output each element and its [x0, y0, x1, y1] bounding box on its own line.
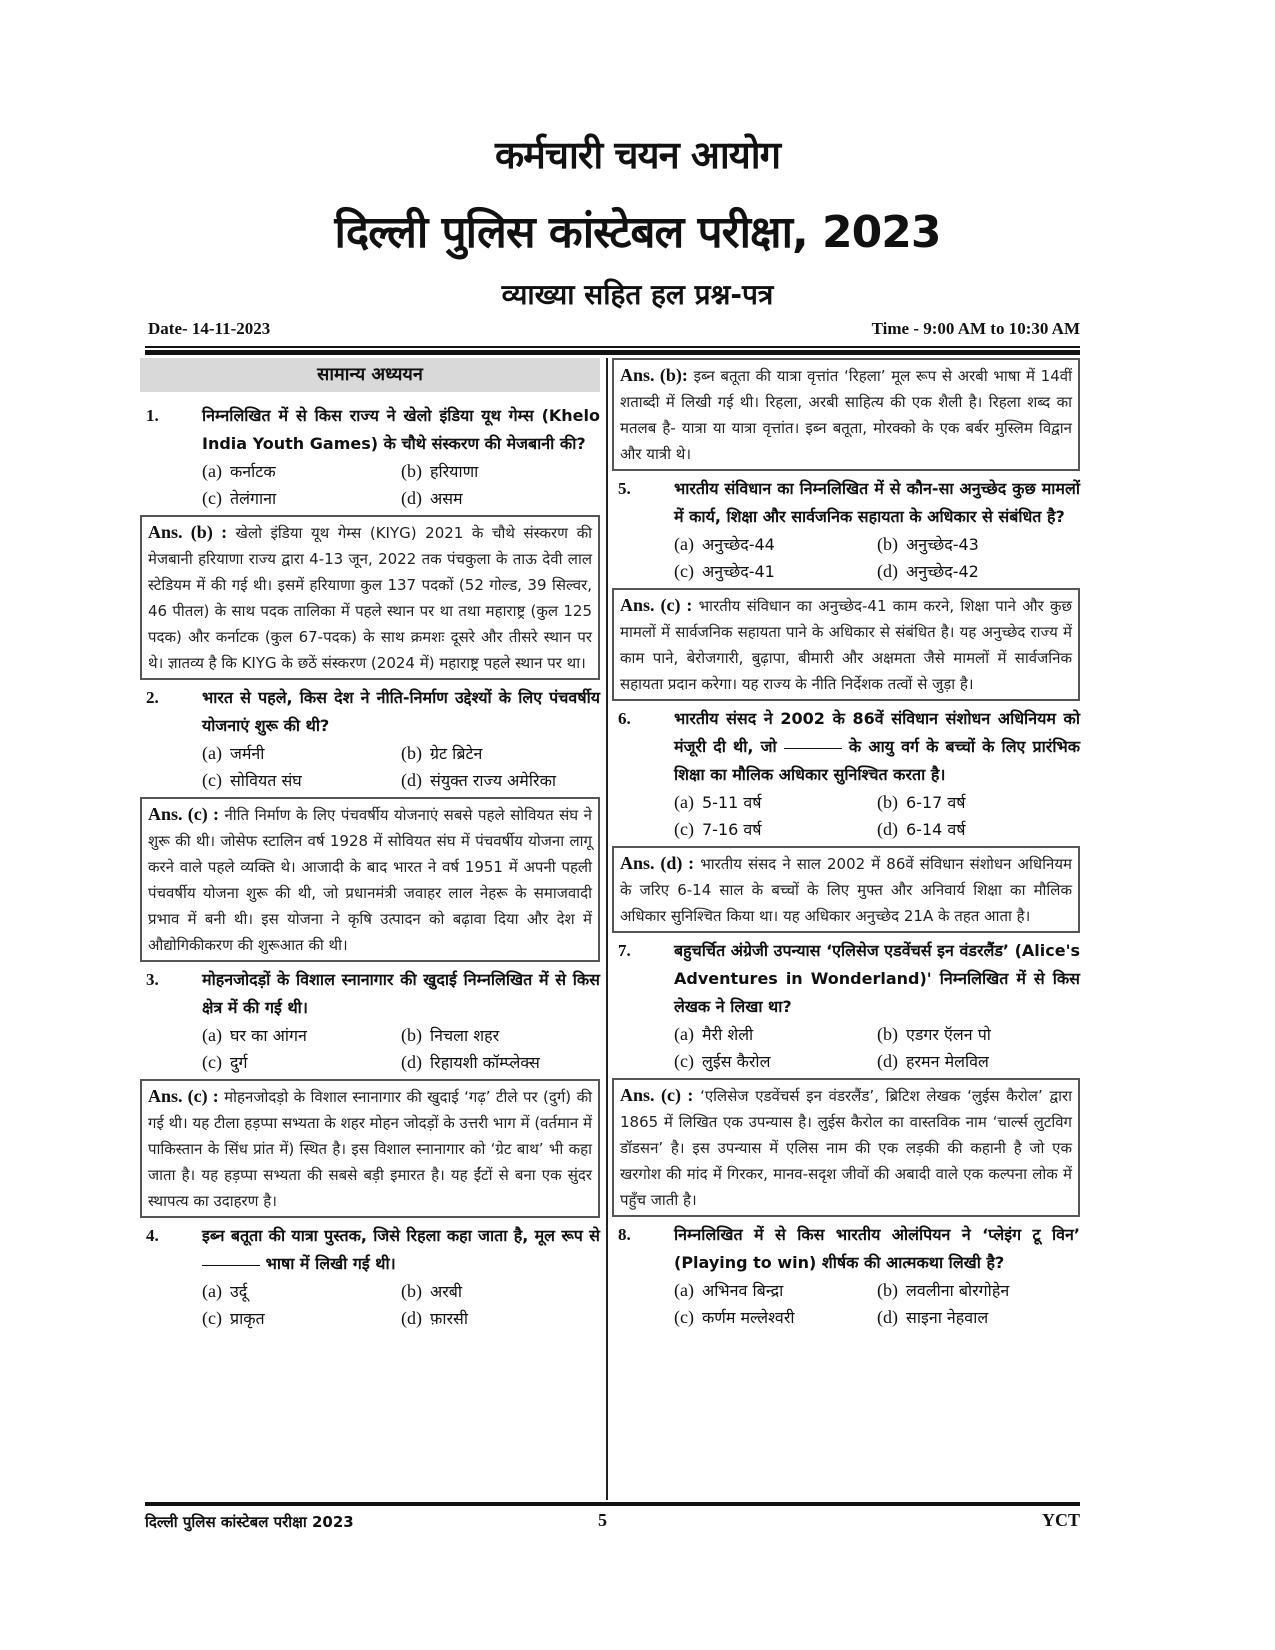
answer-label: Ans. (c) :: [148, 804, 219, 824]
answer-explanation: ‘एलिसेज एडवेंचर्स इन वंडरलैंड’, ब्रिटिश लेखक ‘लुईस कैरोल’ द्वारा 1865 में लिखित एक उपन्यास है। लुईस कैरोल का वास्तविक नाम ‘चार्ल्स लुटविग डॉडसन’ है। इस उपन्यास में एलिस नाम की एक लड़की की कहानी है जो एक खरगोश की मांद में गिरकर, मानव-सदृश जीवों की अबादी वाले एक कल्पना लोक में पहुँच जाती है।: [620, 1087, 1072, 1209]
options-5: [612, 531, 1080, 585]
answer-explanation: भारतीय संसद ने साल 2002 में 86वें संविधान संशोधन अधिनियम के जरिए 6-14 साल के बच्चों के लिए मुफ्त और अनिवार्य शिक्षा का मौलिक अधिकार सुनिश्चित किया था। यह अधिकार अनुच्छेद 21A के तहत आता है।: [620, 855, 1072, 925]
question-7: [612, 937, 1080, 1021]
option-c: (c) दुर्ग: [202, 1052, 248, 1072]
answer-box-3: [140, 1079, 600, 1218]
column-divider: [606, 358, 608, 1500]
question-number: 8.: [618, 1225, 631, 1244]
options-1: [140, 458, 600, 512]
answer-explanation: नीति निर्माण के लिए पंचवर्षीय योजनाएं सबसे पहले सोवियत संघ ने शुरू की थी। जोसेफ स्टालिन वर्ष 1928 में सोवियत संघ में पंचवर्षीय योजना लागू करने वाले पहले व्यक्ति थे। आजादी के बाद भारत ने वर्ष 1951 में अपनी पहली पंचवर्षीय योजना शुरू की थी, जो प्रधानमंत्री जवाहर लाल नेहरू के समाजवादी प्रभाव में बनी थी। इस योजना ने कृषि उत्पादन को बढ़ावा दिया और देश में औद्योगिकीकरण की शुरूआत की थी।: [148, 806, 592, 954]
question-text: भारतीय संविधान का निम्नलिखित में से कौन-सा अनुच्छेद कुछ मामलों में कार्य, शिक्षा और सार्वजनिक सहायता के अधिकार से संबंधित है?: [674, 479, 1080, 526]
question-6: [612, 705, 1080, 789]
answer-box-4: [612, 358, 1080, 471]
answer-label: Ans. (c) :: [620, 595, 693, 615]
option-a: (a) 5-11 वर्ष: [674, 792, 762, 812]
option-d: (d) 6-14 वर्ष: [877, 819, 966, 839]
option-c: (c) प्राकृत: [202, 1308, 265, 1328]
question-text: निम्नलिखित में से किस भारतीय ओलंपियन ने ‘प्लेइंग टू विन’ (Playing to win) शीर्षक की आत्मकथा लिखी है?: [674, 1225, 1080, 1272]
option-a: (a) जर्मनी: [202, 743, 265, 763]
option-d: (d) संयुक्त राज्य अमेरिका: [401, 770, 556, 790]
question-text: भारत से पहले, किस देश ने नीति-निर्माण उद्देश्यों के लिए पंचवर्षीय योजनाएं शुरू की थी?: [202, 688, 600, 735]
page-number: 5: [598, 1510, 607, 1530]
option-b: (b) निचला शहर: [401, 1025, 500, 1045]
option-c: (c) सोवियत संघ: [202, 770, 302, 790]
options-7: [612, 1021, 1080, 1075]
question-text: मोहनजोदड़ों के विशाल स्नानागार की खुदाई निम्नलिखित में से किस क्षेत्र में की गई थी।: [202, 970, 600, 1017]
question-text: भारतीय संसद ने 2002 के 86वें संविधान संशोधन अधिनियम को मंजूरी दी थी, जो के आयु वर्ग के बच्चों के लिए प्रारंभिक शिक्षा का मौलिक अधिकार सुनिश्चित करता है।: [674, 709, 1080, 784]
paper-subtitle: व्याख्या सहित हल प्रश्न-पत्र: [501, 278, 774, 311]
answer-label: Ans. (b) :: [148, 522, 228, 542]
option-b: (b) ग्रेट ब्रिटेन: [401, 743, 483, 763]
options-4: [140, 1278, 600, 1332]
question-number: 1.: [146, 406, 159, 425]
question-8: [612, 1221, 1080, 1277]
option-c: (c) लुईस कैरोल: [674, 1051, 771, 1071]
answer-box-6: [612, 846, 1080, 933]
fill-in-blank: [202, 1264, 260, 1266]
option-a: (a) मैरी शेली: [674, 1024, 754, 1044]
answer-label: Ans. (c) :: [148, 1086, 219, 1106]
question-3: [140, 966, 600, 1022]
question-number: 6.: [618, 709, 631, 728]
option-c: (c) अनुच्छेद-41: [674, 561, 775, 581]
answer-explanation: इब्न बतूता की यात्रा वृत्तांत ‘रिहला’ मूल रूप से अरबी भाषा में 14वीं शताब्दी में लिखी गई थी। रिहला, अरबी साहित्य की एक शैली है। रिहला शब्द का मतलब है- यात्रा या यात्रा वृत्तांत। इब्न बतूता, मोरक्को के एक बर्बर मुस्लिम विद्वान और यात्री थे।: [620, 367, 1072, 463]
question-number: 5.: [618, 479, 631, 498]
question-text: इब्न बतूता की यात्रा पुस्तक, जिसे रिहला कहा जाता है, मूल रूप से भाषा में लिखी गई थी।: [202, 1226, 600, 1273]
answer-explanation: भारतीय संविधान का अनुच्छेद-41 काम करने, शिक्षा पाने और कुछ मामलों में सार्वजनिक सहायता पाने के अधिकार से संबंधित है। यह अनुच्छेद राज्य में काम पाने, बेरोजगारी, बुढ़ापा, बीमारी और अक्षमता जैसे मामलों में सार्वजनिक सहायता प्रदान करेगा। यह राज्य के नीति निर्देशक तत्वों से जुड़ा है।: [620, 597, 1072, 693]
option-a: (a) कर्नाटक: [202, 461, 276, 481]
question-number: 4.: [146, 1226, 159, 1245]
exam-date: Date- 14-11-2023: [148, 319, 271, 338]
question-number: 7.: [618, 941, 631, 960]
answer-box-5: [612, 588, 1080, 701]
header-rule-thick: [145, 350, 1080, 355]
option-c: (c) तेलंगाना: [202, 488, 277, 508]
answer-explanation: खेलो इंडिया यूथ गेम्स (KIYG) 2021 के चौथे संस्करण की मेजबानी हरियाणा राज्य द्वारा 4-13 जून, 2022 तक पंचकुला के ताऊ देवी लाल स्टेडियम में की गई थी। इसमें हरियाणा कुल 137 पदकों (52 गोल्ड, 39 सिल्वर, 46 पीतल) के साथ पदक तालिका में पहले स्थान पर था तथा महाराष्ट्र (कुल 125 पदक) और कर्नाटक (कुल 67-पदक) के साथ क्रमशः दूसरे और तीसरे स्थान पर थे। ज्ञातव्य है कि KIYG के छठें संस्करण (2024 में) महाराष्ट्र पहले स्थान पर था।: [148, 524, 592, 672]
question-number: 3.: [146, 970, 159, 989]
answer-box-7: [612, 1078, 1080, 1217]
answer-explanation: मोहनजोदड़ो के विशाल स्नानागार की खुदाई ‘गढ़’ टीले पर (दुर्ग) की गई थी। यह टीला हड़प्पा सभ्यता के शहर मोहन जोदड़ों के उत्तरी भाग में (वर्तमान में पाकिस्तान के सिंध प्रांत में) स्थित है। इस विशाल स्नानागार को ‘ग्रेट बाथ’ भी कहा जाता है। यह हड़प्पा सभ्यता की सबसे बड़ी इमारत है। यह ईंटों से बना एक सुंदर स्थापत्य का उदाहरण है।: [148, 1088, 592, 1210]
answer-label: Ans. (d) :: [620, 853, 695, 873]
option-c: (c) 7-16 वर्ष: [674, 819, 762, 839]
question-1: [140, 402, 600, 458]
options-3: [140, 1022, 600, 1076]
option-d: (d) हरमन मेलविल: [877, 1051, 989, 1071]
right-column: [612, 358, 1080, 1331]
section-heading: सामान्य अध्ययन: [140, 358, 600, 392]
options-6: [612, 789, 1080, 843]
publisher-mark: YCT: [1041, 1510, 1080, 1530]
option-b: (b) लवलीना बोरगोहेन: [877, 1280, 1010, 1300]
exam-time: Time - 9:00 AM to 10:30 AM: [871, 319, 1080, 338]
option-b: (b) अनुच्छेद-43: [877, 534, 979, 554]
option-b: (b) अरबी: [401, 1281, 463, 1301]
answer-label: Ans. (b):: [620, 365, 688, 385]
option-b: (b) हरियाणा: [401, 461, 479, 481]
fill-in-blank: [784, 747, 842, 749]
question-2: [140, 684, 600, 740]
options-8: [612, 1277, 1080, 1331]
option-d: (d) अनुच्छेद-42: [877, 561, 979, 581]
question-text: निम्नलिखित में से किस राज्य ने खेलो इंडिया यूथ गेम्स (Khelo India Youth Games) के चौथे संस्करण की मेजबानी की?: [202, 406, 600, 453]
option-a: (a) उर्दू: [202, 1281, 248, 1301]
option-a: (a) अनुच्छेद-44: [674, 534, 775, 554]
options-2: [140, 740, 600, 794]
question-5: [612, 475, 1080, 531]
footer-rule: [145, 1502, 1080, 1506]
answer-label: Ans. (c) :: [620, 1085, 694, 1105]
option-b: (b) 6-17 वर्ष: [877, 792, 966, 812]
footer-title: दिल्ली पुलिस कांस्टेबल परीक्षा 2023: [145, 1513, 354, 1531]
option-c: (c) कर्णम मल्लेश्वरी: [674, 1307, 795, 1327]
option-d: (d) साइना नेहवाल: [877, 1307, 989, 1327]
question-text: बहुचर्चित अंग्रेजी उपन्यास ‘एलिसेज एडवेंचर्स इन वंडरलैंड’ (Alice's Adventures in Wonderland)' निम्नलिखित में से किस लेखक ने लिखा था?: [674, 941, 1080, 1016]
question-4: [140, 1222, 600, 1278]
header-rule-thin: [145, 346, 1080, 348]
option-d: (d) असम: [401, 488, 463, 508]
answer-box-1: [140, 515, 600, 680]
question-number: 2.: [146, 688, 159, 707]
organization-title: कर्मचारी चयन आयोग: [494, 133, 781, 177]
exam-title: दिल्ली पुलिस कांस्टेबल परीक्षा, 2023: [334, 207, 941, 258]
answer-box-2: [140, 797, 600, 962]
left-column: [140, 358, 600, 1332]
option-b: (b) एडगर ऍलन पो: [877, 1024, 991, 1044]
option-a: (a) अभिनव बिन्द्रा: [674, 1280, 784, 1300]
option-d: (d) फ़ारसी: [401, 1308, 468, 1328]
option-d: (d) रिहायशी कॉम्प्लेक्स: [401, 1052, 540, 1072]
option-a: (a) घर का आंगन: [202, 1025, 307, 1045]
